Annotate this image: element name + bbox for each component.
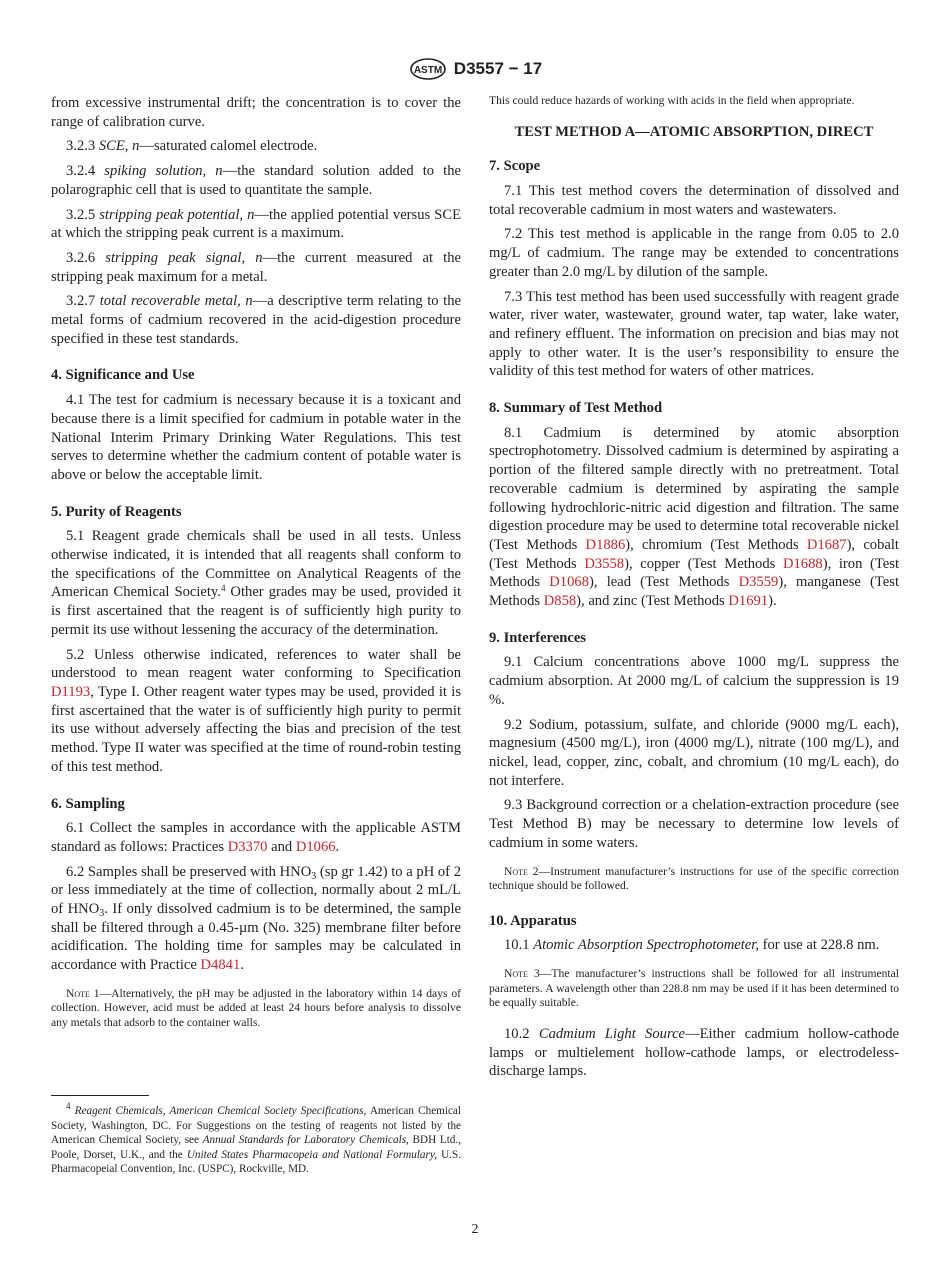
link-d1068[interactable]: D1068 (549, 574, 589, 591)
footnote-ref[interactable]: 4 (220, 583, 226, 594)
test-method-a-heading: TEST METHOD A—ATOMIC ABSORPTION, DIRECT (514, 123, 874, 140)
paragraph-7-1: 7.1 This test method covers the determination of dissolved and total recoverable cadmium in most waters and wastewaters. (489, 183, 899, 218)
link-d1066[interactable]: D1066 (295, 838, 336, 855)
paragraph-10-1: 10.1 Atomic Absorption Spectrophotometer, for use at 228.8 nm. (504, 937, 880, 954)
section-5-heading: 5. Purity of Reagents (51, 503, 182, 520)
link-d3559[interactable]: D3559 (738, 574, 779, 591)
note-continuation: This could reduce hazards of working with acids in the field when appropriate. (489, 94, 855, 107)
link-d4841[interactable]: D4841 (200, 957, 241, 974)
paragraph-3-2-3: 3.2.3 SCE, n—saturated calomel electrode. (66, 138, 318, 155)
section-7-heading: 7. Scope (489, 158, 541, 175)
paragraph-8-1: 8.1 Cadmium is determined by atomic absorption spectrophotometry. Dissolved cadmium is determined by aspirating a portion of the filtered sample directly with no pretreatment. Total recoverable cadmium is determined by aspirating the sample following hydrochloric-nitric acid digestion and filtration. The same digestion procedure may be used to determine total recoverable nickel (Test Methods D1886), chromium (Test Methods D1687), cobalt (Test Methods D3558), copper (Test Methods D1688), iron (Test Methods D1068), lead (Test Methods D3559), manganese (Test Methods D858), and zinc (Test Methods D1691). (489, 424, 899, 610)
paragraph-7-3: 7.3 This test method has been used successfully with reagent grade water, river water, wastewater, ground water, tap water, lake water, and refinery effluent. The information on precision and bias may not apply to other water. It is the user’s responsibility to ensure the validity of this test method for waters of other matrices. (489, 288, 899, 380)
paragraph-3-2-5: 3.2.5 stripping peak potential, n—the applied potential versus SCE at which the stripping peak current is a maximum. (51, 206, 461, 242)
link-d1688[interactable]: D1688 (782, 555, 823, 572)
link-d1886[interactable]: D1886 (585, 536, 626, 553)
footnote-divider (51, 1095, 149, 1096)
link-d1193[interactable]: D1193 (51, 683, 91, 700)
paragraph-5-2: 5.2 Unless otherwise indicated, references to water shall be understood to mean reagent water conforming to Specification D1193, Type I. Other reagent water types may be used, provided it is first ascertained that the water is of sufficiently high purity to permit its use without adversely affecting the bias and precision of the test method. Type II water was specified at the time of round-robin testing of this test method. (51, 646, 461, 775)
paragraph-6-2: 6.2 Samples shall be preserved with $HNO_3$ (sp gr 1.42) to a pH of 2 or less immediately at the time of collection, normally about 2 mL/L of $HNO_3$. If only dissolved cadmium is to be determined, the sample shall be filtered through a 0.45-µm (No. 325) membrane filter before acidification. The holding time for samples may be calculated in accordance with Practice D4841. (51, 863, 461, 974)
astm-logo-icon (408, 58, 448, 80)
paragraph-continuation: from excessive instrumental drift; the concentration is to cover the range of calibration curve. (51, 95, 461, 130)
link-d3558[interactable]: D3558 (584, 555, 625, 572)
section-9-heading: 9. Interferences (489, 629, 586, 646)
page-number: 2 (471, 1222, 479, 1237)
link-d1691[interactable]: D1691 (728, 593, 769, 610)
right-column (489, 94, 899, 1087)
page-header (0, 58, 950, 80)
svg-text:ASTM: ASTM (413, 65, 442, 76)
footnote-4: $^4$ Reagent Chemicals, American Chemical Society Specifications, American Chemical Society, Washington, DC. For Suggestions on the testing of reagents not listed by the American Chemical Society, see Annual Standards for Laboratory Chemicals, BDH Ltd., Poole, Dorset, U.K., and the United States Pharmacopeia and National Formulary, U.S. Pharmacopeial Convention, Inc. (USPC), Rockville, MD. (51, 1101, 462, 1175)
paragraph-5-1: 5.1 Reagent grade chemicals shall be used in all tests. Unless otherwise indicated, it is intended that all reagents shall conform to the specifications of the Committee on Analytical Reagents of the American Chemical Society.$^4$ Other grades may be used, provided it is first ascertained that the reagent is of sufficiently high purity to permit its use without lessening the accuracy of the determination. (51, 528, 462, 638)
left-column (51, 94, 461, 1045)
section-8-heading: 8. Summary of Test Method (489, 400, 663, 417)
paragraph-3-2-4: 3.2.4 spiking solution, n—the standard solution added to the polarographic cell that is used to quantitate the sample. (51, 163, 461, 198)
paragraph-9-3: 9.3 Background correction or a chelation-extraction procedure (see Test Method B) may be necessary to determine low levels of cadmium in some waters. (489, 797, 899, 851)
paragraph-3-2-7: 3.2.7 total recoverable metal, n—a descriptive term relating to the metal forms of cadmium recovered in the acid-digestion procedure specified in these test standards. (51, 293, 461, 347)
note-1: Note 1—Alternatively, the pH may be adjusted in the laboratory within 14 days of collection. However, acid must be added at least 24 hours before analysis to dissolve any metals that adsorb to the container walls. (51, 986, 461, 1030)
paragraph-3-2-6: 3.2.6 stripping peak signal, n—the current measured at the stripping peak maximum for a metal. (51, 249, 461, 285)
note-3: Note 3—The manufacturer’s instructions shall be followed for all instrumental parameters. A wavelength other than 228.8 nm may be used if it has been determined to be equally suitable. (489, 967, 899, 1010)
paragraph-6-1: 6.1 Collect the samples in accordance with the applicable ASTM standard as follows: Practices D3370 and D1066. (51, 820, 461, 855)
section-10-heading: 10. Apparatus (489, 912, 577, 929)
link-d3370[interactable]: D3370 (227, 838, 268, 855)
section-6-heading: 6. Sampling (51, 795, 125, 812)
paragraph-4-1: 4.1 The test for cadmium is necessary because it is a toxicant and because there is a limit specified for cadmium in potable water in the National Interim Primary Drinking Water Regulations. This test serves to determine whether the cadmium content of potable water is above or below the acceptable limit. (51, 392, 461, 483)
paragraph-10-2: 10.2 Cadmium Light Source—Either cadmium hollow-cathode lamps or multielement hollow-cathode lamps, or electrodeless-discharge lamps. (489, 1025, 899, 1080)
paragraph-9-1: 9.1 Calcium concentrations above 1000 mg/L suppress the cadmium absorption. At 2000 mg/L of calcium the suppression is 19 %. (489, 654, 899, 708)
link-d858[interactable]: D858 (543, 593, 577, 610)
paragraph-9-2: 9.2 Sodium, potassium, sulfate, and chloride (9000 mg/L each), magnesium (4500 mg/L), iron (4000 mg/L), nitrate (100 mg/L), and nickel, lead, copper, zinc, cobalt, and chromium (10 mg/L each), do not interfere. (489, 716, 899, 789)
document-id: D3557 − 17 (453, 59, 543, 78)
paragraph-7-2: 7.2 This test method is applicable in the range from 0.05 to 2.0 mg/L of cadmium. The range may be extended to concentrations greater than 2.0 mg/L by dilution of the sample. (489, 226, 899, 280)
link-d1687[interactable]: D1687 (806, 536, 847, 553)
section-4-heading: 4. Significance and Use (51, 367, 195, 384)
note-2: Note 2—Instrument manufacturer’s instructions for use of the specific correction technique should be followed. (489, 864, 899, 893)
